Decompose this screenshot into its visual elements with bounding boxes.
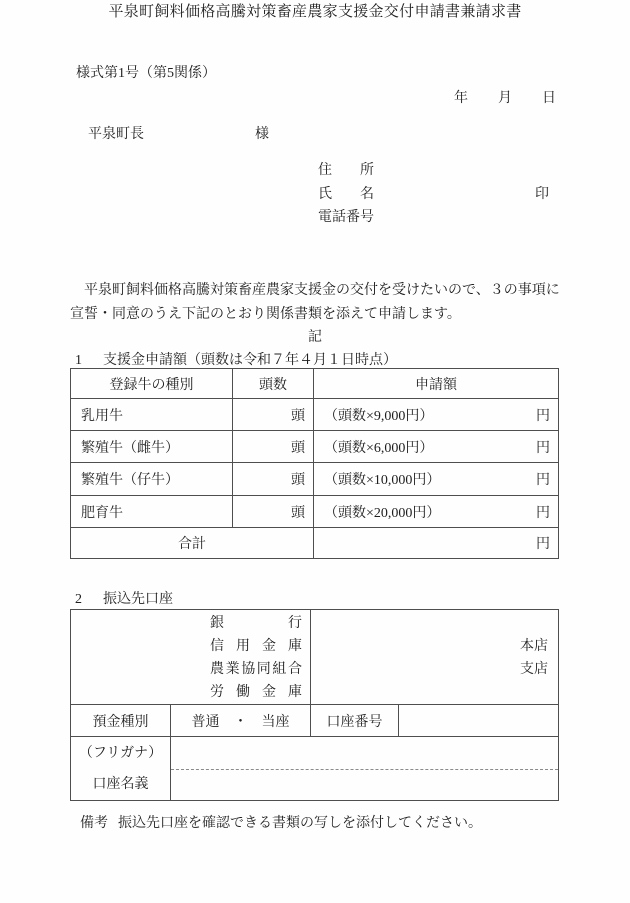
amount-formula: （頭数×20,000円） [324,505,441,521]
account-holder-label: 口座名義 [92,776,149,792]
amount-formula: （頭数×10,000円） [324,473,441,488]
amount-cell [314,496,559,528]
section2-number: 2 [75,592,82,607]
cattle-type-cell: 繁殖牛（雌牛） [71,431,233,463]
bank-type-bank: 銀行 [210,616,302,631]
address-label: 住所 [318,163,374,178]
bank-type-line [71,635,310,658]
total-amount-cell: 円 [314,528,559,559]
section1-number: 1 [75,353,82,368]
deposit-type-row [71,705,559,737]
bank-name-row [71,610,559,705]
amount-formula: （頭数×6,000円） [324,440,434,456]
head-count-cell: 頭 [233,463,314,496]
form-number: 様式第1号（第5関係） [76,66,216,81]
currency-label: 円 [536,440,550,456]
bank-type-rokin: 労働金庫 [210,685,302,700]
application-amount-table [70,368,559,559]
spacer-line [311,612,558,635]
cattle-type-cell: 肥育牛 [71,496,233,528]
table-row [71,496,559,528]
total-row [71,528,559,559]
holder-name-field [171,770,558,800]
furigana-label: （フリガナ） [78,745,163,761]
phone-label: 電話番号 [318,210,374,225]
applicant-contact-block [318,159,374,230]
paragraph-line-1: 平泉町飼料価格高騰対策畜産農家支援金の交付を受けたいので、３の事項に [84,283,560,298]
total-label-cell: 合計 [71,528,314,559]
remarks-text: 振込先口座を確認できる書類の写しを添付してください。 [118,816,482,831]
table1-header-row [71,369,559,399]
record-mark: 記 [308,330,322,345]
name-label: 氏名 [318,186,374,202]
bank-type-line [71,658,310,681]
amount-cell [314,431,559,463]
head-count-cell: 頭 [233,399,314,431]
paragraph-line-2: 宣誓・同意のうえ下記のとおり関係書類を添えて申請します。 [70,306,461,322]
currency-label: 円 [536,408,550,424]
account-number-label: 口座番号 [311,705,399,737]
currency-label: 円 [536,473,550,488]
furigana-field [171,737,558,770]
bank-type-shinkin: 信用金庫 [210,639,302,654]
date-line: 年月日 [454,91,556,106]
remarks-note [80,812,482,832]
cattle-type-cell: 乳用牛 [71,399,233,431]
col-header-amount: 申請額 [314,369,559,399]
account-holder-row [71,737,559,801]
col-header-head-count: 頭数 [233,369,314,399]
section2-heading [75,588,173,608]
section1-heading-text: 支援金申請額（頭数は令和７年４月１日時点） [103,353,397,368]
head-count-cell: 頭 [233,496,314,528]
remarks-label: 備考 [80,816,108,831]
bank-type-line [71,681,310,704]
table-row [71,463,559,496]
branch-office-label: 支店 [520,662,548,677]
bank-type-line [71,612,310,635]
bank-account-table [70,609,559,801]
table-row [71,431,559,463]
account-holder-label-cell [71,737,171,801]
bank-type-ja: 農業協同組合 [210,662,302,677]
head-office-label: 本店 [520,639,548,654]
deposit-type-options: 普通 ・ 当座 [171,705,311,737]
body-paragraph [70,279,560,326]
phone-row [318,206,374,230]
section2-heading-text: 振込先口座 [103,592,173,607]
addressee-honorific: 様 [255,127,269,142]
spacer-line [311,681,558,704]
addressee: 平泉町長 [88,127,144,142]
col-header-cattle-type: 登録牛の種別 [71,369,233,399]
amount-cell [314,399,559,431]
cattle-type-cell: 繁殖牛（仔牛） [71,463,233,496]
table-row [71,399,559,431]
account-holder-field [171,737,559,801]
account-number-field [399,705,559,737]
branch-cell [311,610,559,705]
currency-label: 円 [536,505,550,521]
deposit-type-label: 預金種別 [71,705,171,737]
seal-label: 印 [535,187,549,202]
address-row [318,159,374,183]
section1-heading [75,349,397,369]
head-count-cell: 頭 [233,431,314,463]
name-row [318,183,374,207]
bank-type-cell [71,610,311,705]
page-title: 平泉町飼料価格高騰対策畜産農家支援金交付申請書兼請求書 [108,4,522,20]
amount-cell [314,463,559,496]
amount-formula: （頭数×9,000円） [324,408,434,424]
